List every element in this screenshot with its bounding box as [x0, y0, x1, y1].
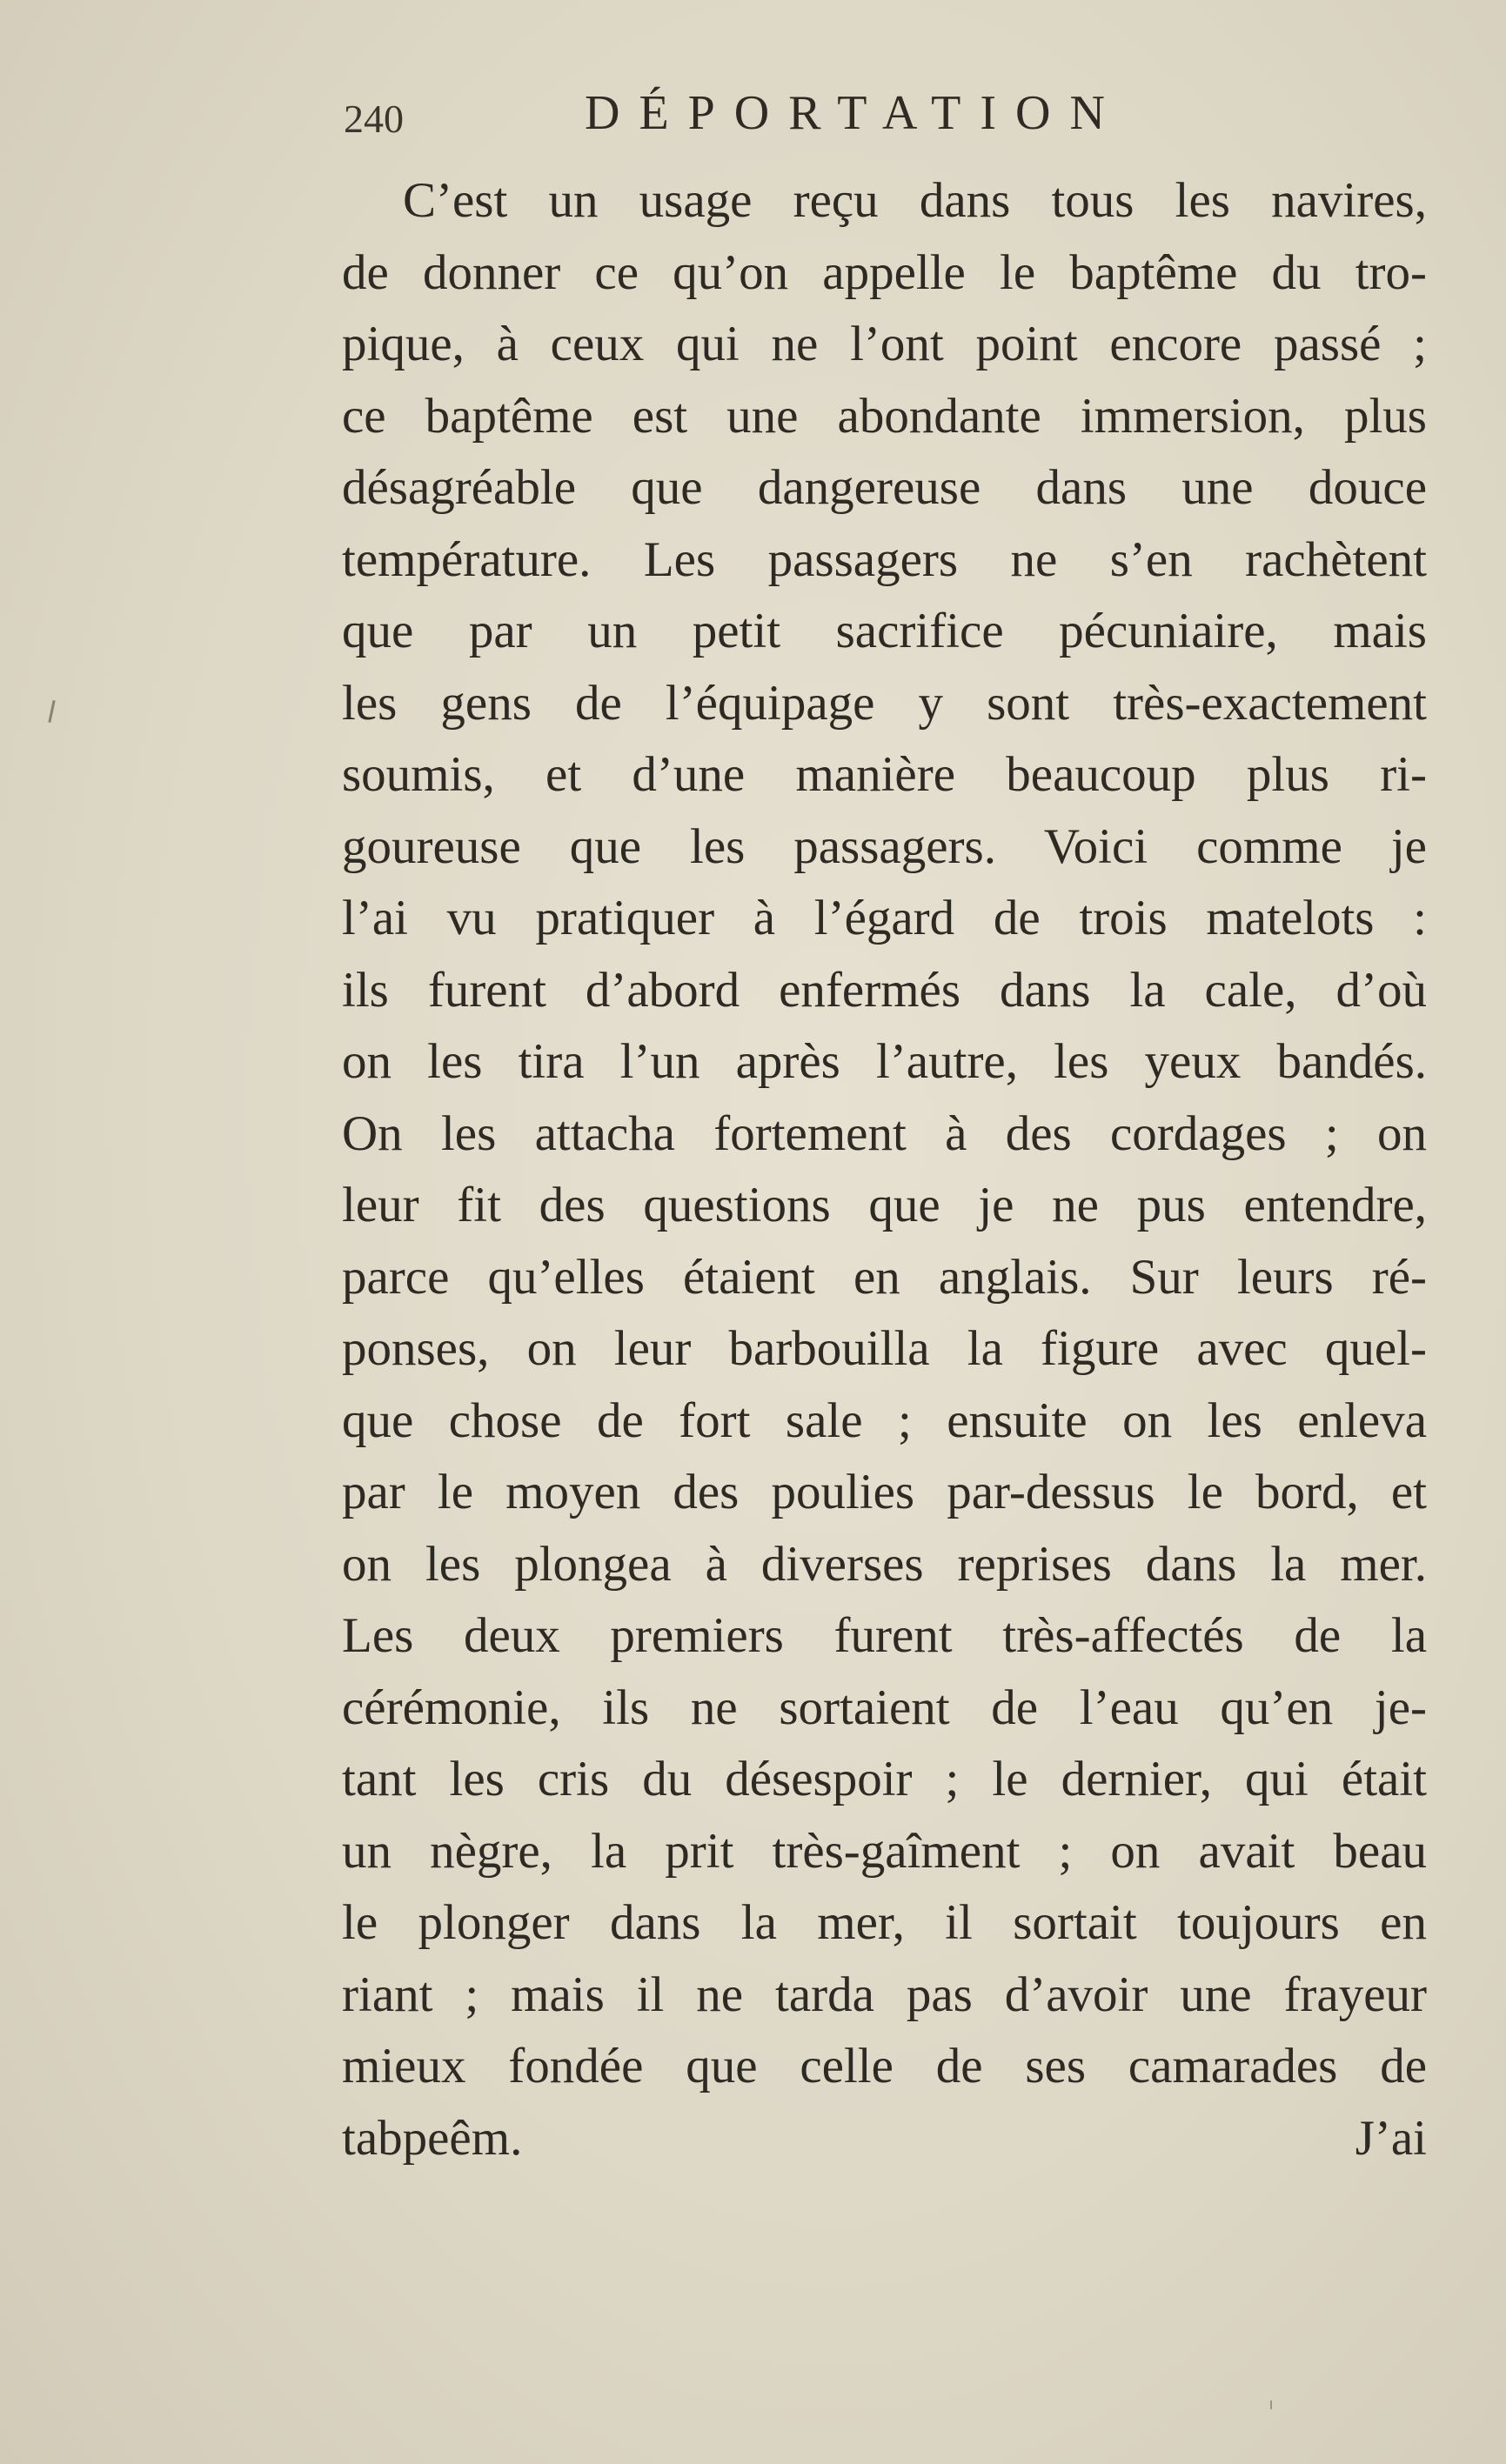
- text-line: tant les cris du désespoir ; le dernier, qui était: [342, 1752, 1427, 1806]
- text-line: parce qu’elles étaient en anglais. Sur leurs ré-: [342, 1249, 1427, 1305]
- text-line: température. Les passagers ne s’en rachètent: [342, 531, 1427, 587]
- text-line: par le moyen des poulies par-dessus le bord, et: [342, 1465, 1427, 1519]
- text-line: On les attacha fortement à des cordages ; on: [342, 1105, 1427, 1161]
- text-line: un nègre, la prit très-gaîment ; on avait beau: [342, 1823, 1427, 1879]
- text-line: que chose de fort sale ; ensuite on les enleva: [342, 1392, 1427, 1448]
- text-line: Les deux premiers furent très-affectés de la: [342, 1608, 1427, 1663]
- text-line: goureuse que les passagers. Voici comme je: [342, 818, 1427, 874]
- running-title: DÉPORTATION: [585, 86, 1124, 140]
- text-line: que par un petit sacrifice pécuniaire, mais: [342, 604, 1427, 658]
- text-line: de donner ce qu’on appelle le baptême du tro-: [342, 244, 1427, 300]
- paper-speck: [1270, 2401, 1272, 2409]
- text-line: désagréable que dangereuse dans une douce: [342, 460, 1427, 515]
- text-line: les gens de l’équipage y sont très-exactement: [342, 675, 1427, 731]
- text-line: ponses, on leur barbouilla la figure avec quel-: [342, 1321, 1427, 1376]
- text-line: riant ; mais il ne tarda pas d’avoir une frayeur: [342, 1967, 1427, 2022]
- text-line: ce baptême est une abondante immersion, plus: [342, 388, 1427, 444]
- text-line: soumis, et d’une manière beaucoup plus ri-: [342, 747, 1427, 802]
- page-number: 240: [344, 97, 404, 141]
- text-line: mieux fondée que celle de ses camarades de: [342, 2039, 1427, 2093]
- text-line: on les tira l’un après l’autre, les yeux bandés.: [342, 1034, 1427, 1089]
- text-line: le plonger dans la mer, il sortait toujours en: [342, 1895, 1427, 1950]
- text-line: pique, à ceux qui ne l’ont point encore passé ;: [342, 317, 1427, 371]
- text-line: cérémonie, ils ne sortaient de l’eau qu’en je-: [342, 1679, 1427, 1735]
- text-line: ils furent d’abord enfermés dans la cale, d’où: [342, 962, 1427, 1018]
- page-header: [344, 85, 1427, 155]
- text-line-catchword: tabpeêm. J’ai: [342, 2110, 1427, 2166]
- text-line: leur fit des questions que je ne pus entendre,: [342, 1178, 1427, 1232]
- text-line: l’ai vu pratiquer à l’égard de trois matelots :: [342, 891, 1427, 945]
- text-line: C’est un usage reçu dans tous les navires,: [403, 173, 1427, 228]
- text-line: on les plongea à diverses reprises dans la mer.: [342, 1536, 1427, 1592]
- body-text: [342, 165, 1427, 2174]
